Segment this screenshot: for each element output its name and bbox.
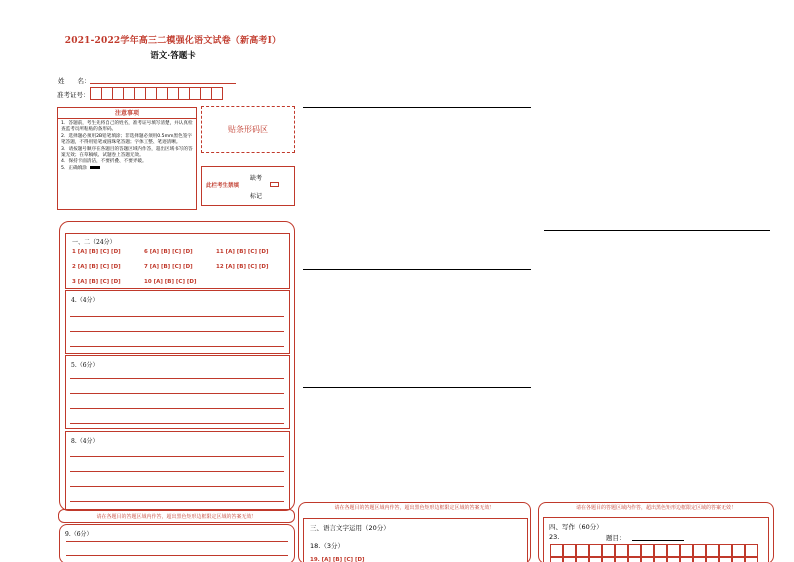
writing-line [70,471,284,472]
writing-line [70,486,284,487]
warning-banner-left [58,509,295,523]
choice-row[interactable]: 12 [A] [B] [C] [D] [216,264,269,270]
language-use-panel [298,502,531,562]
topic-field[interactable] [632,540,684,541]
choice-row[interactable]: 2 [A] [B] [C] [D] [72,264,121,270]
question-label: 18.（3分） [310,542,344,550]
absent-note: 此栏考生禁填 [206,183,240,189]
notice-heading: 注意事项 [58,108,196,119]
absent-label: 缺考 [250,175,263,182]
notice-item: 3．请按题号顺序在各题目的答题区域内作答，超出区域书写的答案无效；在草稿纸、试题卷上答题无效。 [61,146,193,159]
notice-box [57,107,197,210]
question-9-area[interactable] [59,524,295,562]
question-4-area[interactable] [65,290,290,354]
choice-row[interactable]: 11 [A] [B] [C] [D] [216,249,269,255]
absent-checkbox[interactable] [270,182,279,187]
objective-heading: 一、二（24分） [72,239,116,246]
writing-line [70,408,284,409]
name-field[interactable] [90,83,236,84]
warning-text: 请在各题目的答题区域内作答，超出黑色矩形边框限定区域的答案无效！ [96,514,257,520]
writing-line [70,423,284,424]
divider-line [303,387,531,388]
section-4-area[interactable] [543,517,769,562]
question-label: 4.（4分） [71,297,99,304]
divider-line [303,107,531,108]
writing-line [70,393,284,394]
question-label: 9.（6分） [65,531,93,538]
choice-row[interactable]: 19. [A] [B] [C] [D] [310,557,365,562]
divider-line [544,230,770,231]
exam-id-label: 准考证号： [57,91,90,99]
writing-line [70,331,284,332]
notice-item: 1．答题前，考生先将自己的姓名，准考证号填写清楚，并认真检查监考员所粘贴的条形码。 [61,121,193,133]
writing-line [70,501,284,502]
section-3-heading: 三、语言文字运用（20分） [310,524,390,532]
topic-label: 题目： [606,534,626,542]
writing-line [70,346,284,347]
choice-row[interactable]: 6 [A] [B] [C] [D] [144,249,193,255]
question-label: 8.（4分） [71,438,99,445]
card-subtitle: 语文·答题卡 [150,51,196,61]
notice-fill-label: 5．正确填涂 [61,165,87,171]
exam-id-boxes[interactable] [90,87,222,100]
writing-line [70,456,284,457]
warning-text: 请在各题目的答题区域内作答，超出黑色矩形边框限定区域的答案无效！ [575,505,736,511]
answer-panel [59,221,295,511]
question-8-area[interactable] [65,431,290,511]
writing-line [70,316,284,317]
absent-mark-label: 标记 [250,193,263,200]
notice-item: 2．选择题必须用2B铅笔填涂；非选择题必须用0.5mm黑色签字笔答题，不得用铅笔或圆珠笔答题；字体工整、笔迹清晰。 [61,133,192,146]
writing-line [66,555,288,556]
barcode-area: 贴条形码区 [201,106,295,153]
objective-section [65,233,290,289]
choice-row[interactable]: 3 [A] [B] [C] [D] [72,279,121,285]
writing-line [70,378,284,379]
writing-line [66,541,288,542]
question-5-area[interactable] [65,355,290,429]
question-label: 5.（6分） [71,362,99,369]
choice-row[interactable]: 10 [A] [B] [C] [D] [144,279,197,285]
choice-row[interactable]: 7 [A] [B] [C] [D] [144,264,193,270]
warning-text: 请在各题目的答题区域内作答，超出黑色矩形边框限定区域的答案无效！ [334,505,495,511]
filled-bubble-icon [90,166,100,169]
writing-panel [538,502,774,562]
absent-box [201,166,295,206]
choice-row[interactable]: 1 [A] [B] [C] [D] [72,249,121,255]
section-3-area[interactable] [303,518,528,562]
notice-item: 4．保持卡面清洁，不要折叠、不要弄破。 [61,159,147,165]
notice-fill-example [61,166,193,172]
exam-title: 2021-2022学年高三二模强化语文试卷（新高考Ⅰ） [64,36,282,46]
question-label: 23. [549,533,560,541]
divider-line [303,269,531,270]
section-4-heading: 四、写作（60分） [549,523,603,531]
name-label: 姓 名： [58,77,91,85]
essay-grid[interactable] [550,544,758,562]
